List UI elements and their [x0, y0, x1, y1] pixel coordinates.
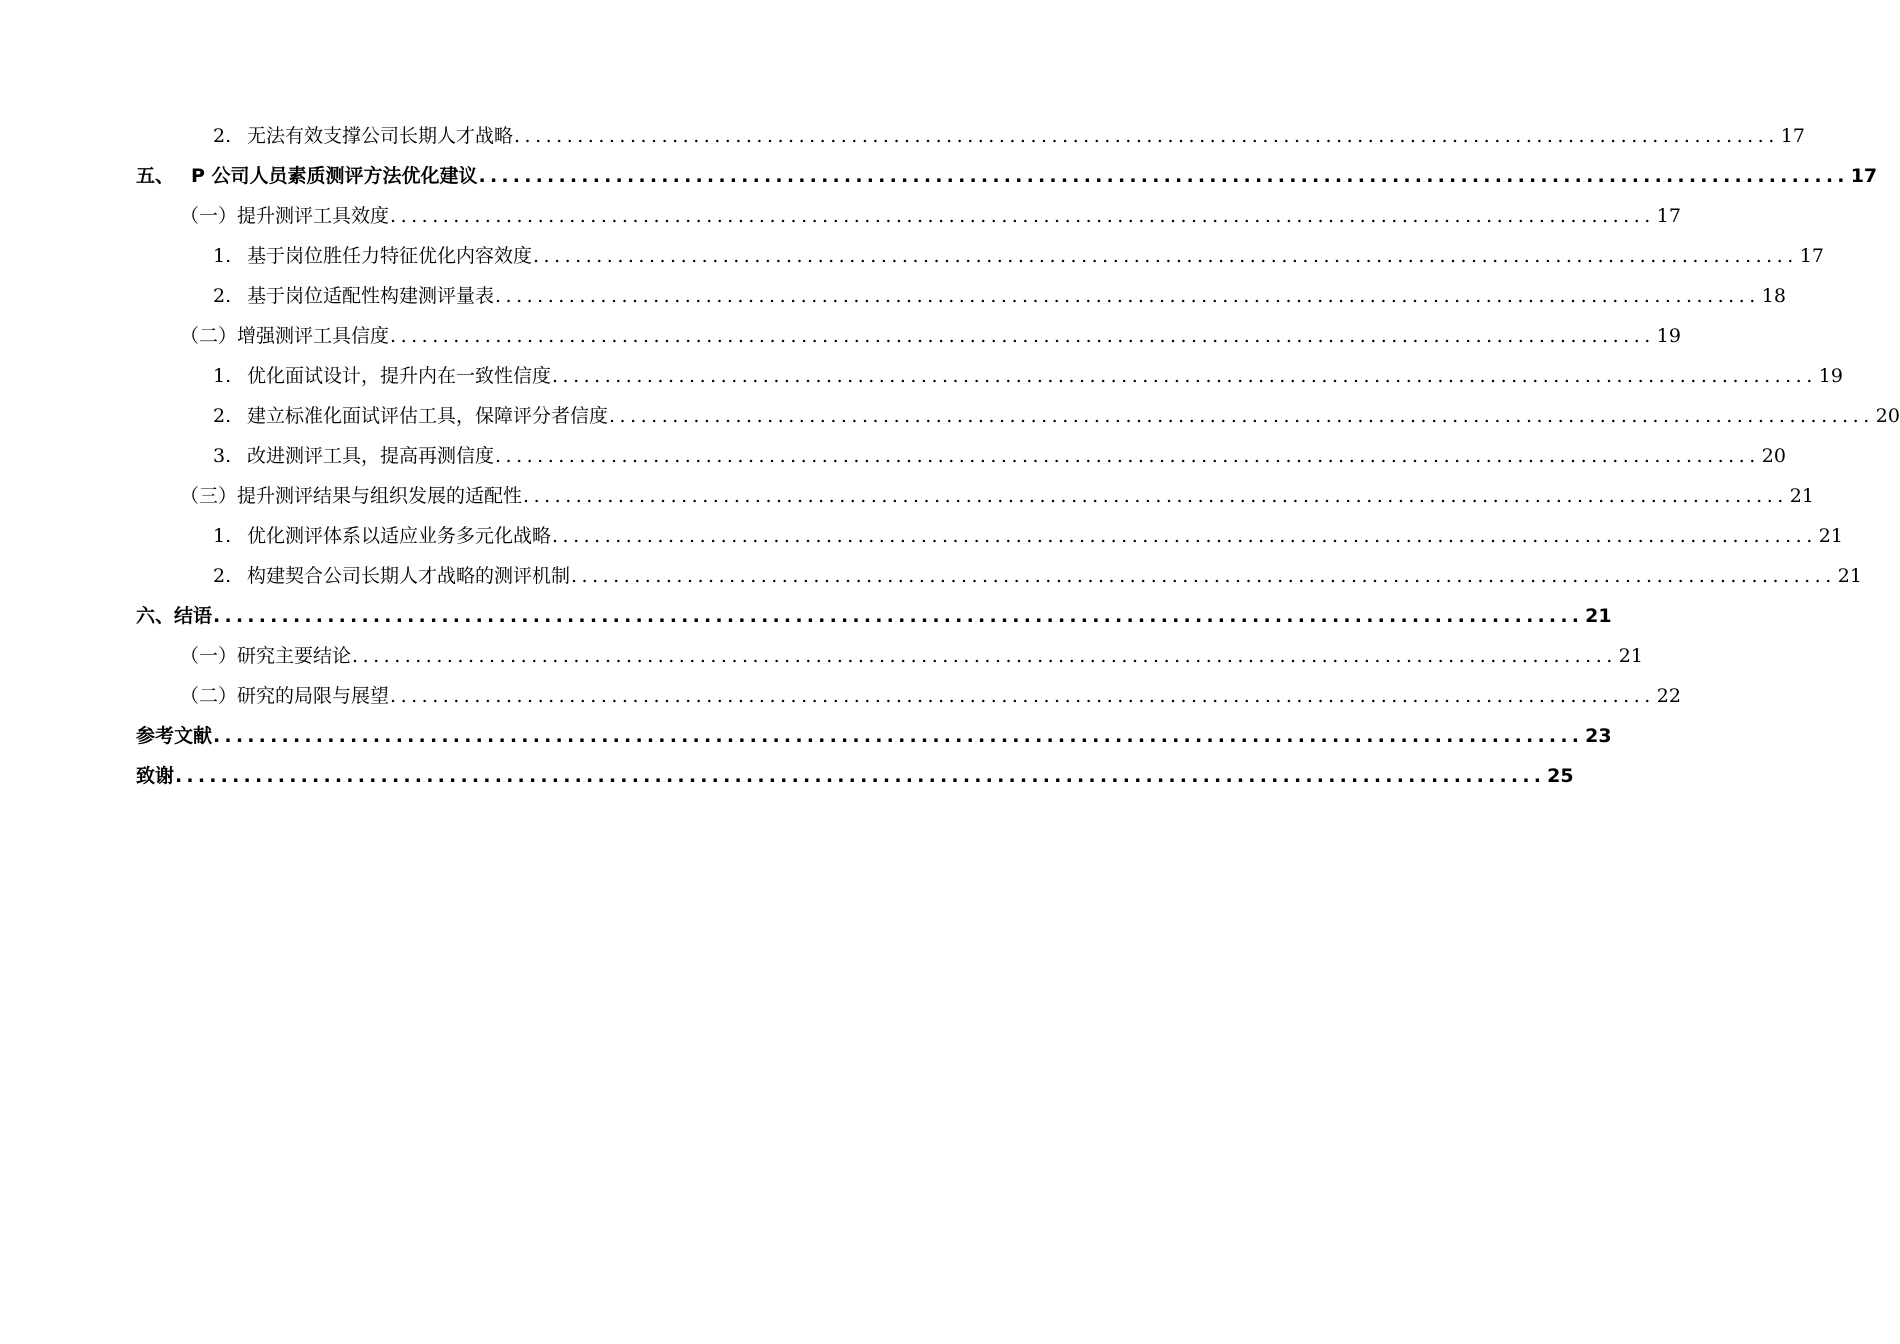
- toc-entry-number: 2.: [213, 285, 232, 307]
- toc-entry-title: 优化面试设计，提升内在一致性信度: [247, 365, 552, 387]
- toc-entry-title: P 公司人员素质测评方法优化建议: [191, 165, 478, 187]
- toc-entry-page: 23: [1585, 725, 1612, 747]
- toc-entry-page: 17: [1799, 245, 1824, 267]
- toc-entry[interactable]: [213, 396, 1900, 436]
- toc-entry-title: 构建契合公司长期人才战略的测评机制: [247, 565, 571, 587]
- toc-entry-title: 研究的局限与展望: [237, 685, 390, 707]
- toc-entry-page: 21: [1585, 605, 1612, 627]
- toc-entry-page: 17: [1780, 125, 1805, 147]
- toc-entry[interactable]: [213, 436, 1786, 476]
- toc-entry-title: 参考文献: [136, 725, 213, 747]
- toc-entry-page: 22: [1656, 685, 1681, 707]
- toc-entry-number: 1.: [213, 525, 232, 547]
- toc-entry-number: 2.: [213, 405, 232, 427]
- toc-entry[interactable]: [136, 596, 1612, 636]
- toc-entry-number: 1.: [213, 365, 232, 387]
- toc-leader-dots: ........................................................................................................................: [552, 525, 1817, 547]
- toc-entry-page: 19: [1818, 365, 1843, 387]
- toc-entry-page: 20: [1761, 445, 1786, 467]
- toc-entry-number: 五、: [136, 165, 175, 187]
- toc-leader-dots: ........................................................................................................................: [523, 485, 1788, 507]
- toc-entry-title: 改进测评工具，提高再测信度: [247, 445, 495, 467]
- toc-entry[interactable]: [180, 196, 1681, 236]
- toc-entry-title: 研究主要结论: [237, 645, 352, 667]
- toc-entry-title: 建立标准化面试评估工具，保障评分者信度: [247, 405, 609, 427]
- toc-entry-number: （三）: [180, 485, 238, 507]
- toc-leader-dots: ........................................................................................................................: [175, 765, 1546, 787]
- toc-entry-page: 18: [1761, 285, 1786, 307]
- toc-entry[interactable]: [213, 556, 1862, 596]
- toc-leader-dots: ........................................................................................................................: [213, 725, 1584, 747]
- toc-leader-dots: ........................................................................................................................: [495, 285, 1760, 307]
- toc-entry-page: 19: [1656, 325, 1681, 347]
- toc-leader-dots: ........................................................................................................................: [390, 325, 1655, 347]
- toc-entry-number: 2.: [213, 565, 232, 587]
- toc-entry-page: 21: [1618, 645, 1643, 667]
- toc-leader-dots: ........................................................................................................................: [571, 565, 1836, 587]
- toc-entry[interactable]: [213, 516, 1843, 556]
- toc-entry[interactable]: [136, 156, 1878, 196]
- toc-entry-number: 3.: [213, 445, 232, 467]
- toc-entry-title: 提升测评结果与组织发展的适配性: [237, 485, 523, 507]
- toc-leader-dots: ........................................................................................................................: [213, 605, 1584, 627]
- toc-entry-number: 六、: [136, 605, 175, 627]
- toc-leader-dots: ........................................................................................................................: [478, 165, 1849, 187]
- toc-leader-dots: ........................................................................................................................: [390, 205, 1655, 227]
- toc-entry-number: （二）: [180, 685, 238, 707]
- toc-entry-number: （二）: [180, 325, 238, 347]
- toc-entry[interactable]: [213, 356, 1843, 396]
- toc-entry-number: 1.: [213, 245, 232, 267]
- toc-leader-dots: ........................................................................................................................: [552, 365, 1817, 387]
- toc-leader-dots: ........................................................................................................................: [352, 645, 1617, 667]
- toc-entry-number: （一）: [180, 205, 238, 227]
- toc-entry[interactable]: [180, 676, 1681, 716]
- toc-entry-page: 20: [1875, 405, 1900, 427]
- toc-entry-title: 无法有效支撑公司长期人才战略: [247, 125, 514, 147]
- toc-entry-page: 17: [1656, 205, 1681, 227]
- toc-entry-number: （一）: [180, 645, 238, 667]
- toc-entry-title: 提升测评工具效度: [237, 205, 390, 227]
- toc-leader-dots: ........................................................................................................................: [390, 685, 1655, 707]
- toc-entry[interactable]: [180, 316, 1681, 356]
- toc-leader-dots: ........................................................................................................................: [495, 445, 1760, 467]
- toc-leader-dots: ........................................................................................................................: [514, 125, 1779, 147]
- toc-entry[interactable]: [213, 276, 1786, 316]
- toc-entry-title: 结语: [174, 605, 213, 627]
- toc-entry[interactable]: [180, 636, 1643, 676]
- toc-leader-dots: ........................................................................................................................: [533, 245, 1798, 267]
- toc-entry-page: 21: [1818, 525, 1843, 547]
- toc-entry-page: 21: [1789, 485, 1814, 507]
- toc-leader-dots: ........................................................................................................................: [609, 405, 1874, 427]
- toc-entry[interactable]: [213, 116, 1805, 156]
- toc-entry-title: 优化测评体系以适应业务多元化战略: [247, 525, 552, 547]
- toc-entry[interactable]: [213, 236, 1824, 276]
- toc-entry-number: 2.: [213, 125, 232, 147]
- toc-entry[interactable]: [180, 476, 1814, 516]
- toc-entry-page: 17: [1850, 165, 1878, 187]
- toc-entry-page: 25: [1547, 765, 1574, 787]
- toc-entry-title: 增强测评工具信度: [237, 325, 390, 347]
- toc-entry-title: 基于岗位胜任力特征优化内容效度: [247, 245, 533, 267]
- toc-entry[interactable]: [136, 716, 1612, 756]
- toc-entry-title: 致谢: [136, 765, 175, 787]
- toc-entry[interactable]: [136, 756, 1574, 796]
- toc-entry-page: 21: [1837, 565, 1862, 587]
- toc-entry-title: 基于岗位适配性构建测评量表: [247, 285, 495, 307]
